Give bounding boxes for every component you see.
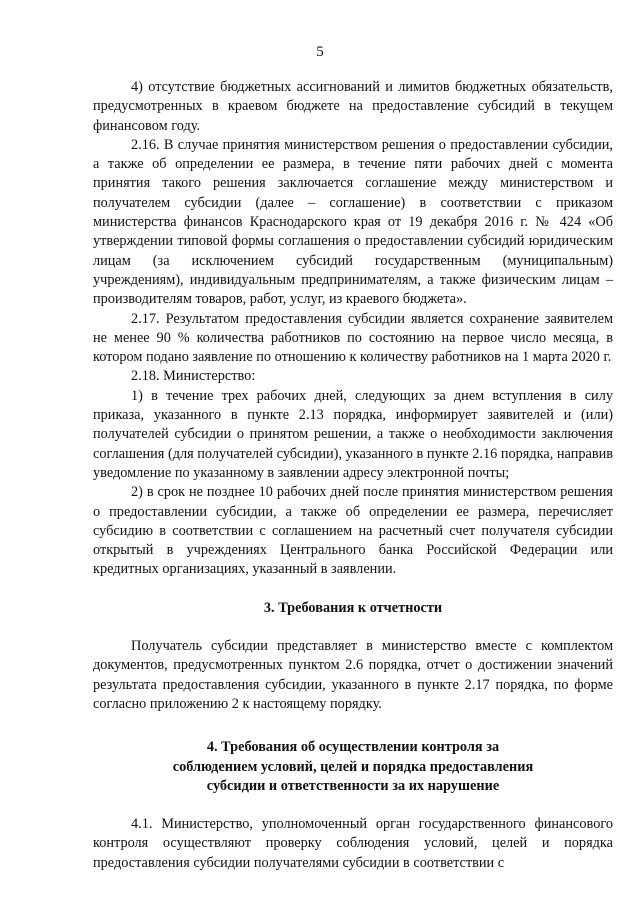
section-4-heading-line2: соблюдением условий, целей и порядка предоставления	[172, 758, 534, 775]
paragraph-2-18-item-1: 1) в течение трех рабочих дней, следующих за днем вступления в силу приказа, указанного в пункте 2.13 порядка, информирует заявителей и (или) получателей субсидии о принятом решении, а также о необходимости заключения соглашения (для получателей субсидии), указанного в пункте 2.16 порядка, направив уведомление по указанному в заявлении адресу электронной почты;	[93, 387, 613, 481]
paragraph-2-16: 2.16. В случае принятия министерством решения о предоставлении субсидии, а также об определении ее размера, в течение пяти рабочих дней с момента принятия такого решения заключается соглашение между министерством и получателем субсидии (далее – соглашение) в соответствии с приказом министерства финансов Краснодарского края от 19 декабря 2016 г. № 424 «Об утверждении типовой формы соглашения о предоставлении субсидий юридическим лицам (за исключением субсидий государственным (муниципальным) учреждениям), индивидуальным предпринимателям, а также физическим лицам – производителям товаров, работ, услуг, из краевого бюджета».	[93, 136, 613, 308]
section-4-heading-line1: 4. Требования об осуществлении контроля за	[206, 739, 500, 756]
paragraph-2-17: 2.17. Результатом предоставления субсидии является сохранение заявителем не менее 90 % количества работников по состоянию на первое число месяца, в котором подано заявление по отношению к количеству работников на 1 марта 2020 г.	[93, 310, 613, 366]
paragraph-2-18-item-2: 2) в срок не позднее 10 рабочих дней после принятия министерством решения о предоставлении субсидии, а также об определении ее размера, перечисляет субсидию в соответствии с соглашением на расчетный счет получателя субсидии открытый в учреждениях Центрального банка Российской Федерации или кредитных организациях, указанный в заявлении.	[93, 484, 613, 578]
document-body	[93, 78, 613, 873]
paragraph-2-18: 2.18. Министерство:	[131, 368, 256, 385]
section-4-1-text: 4.1. Министерство, уполномоченный орган государственного финансового контроля осуществляют проверку соблюдения условий, целей и порядка предоставления субсидии получателями субсидии в соответствии с	[93, 816, 613, 871]
section-4-heading-line3: субсидии и ответственности за их нарушение	[206, 777, 500, 794]
section-3-heading: 3. Требования к отчетности	[263, 599, 443, 616]
paragraph-item-4: 4) отсутствие бюджетных ассигнований и лимитов бюджетных обязательств, предусмотренных в краевом бюджете на предоставление субсидий в текущем финансовом году.	[93, 79, 613, 134]
section-3-text: Получатель субсидии представляет в министерство вместе с комплектом документов, предусмотренных пунктом 2.6 порядка, отчет о достижении значений результата предоставления субсидии, указанного в пункте 2.17 порядка, по форме согласно приложению 2 к настоящему порядку.	[93, 638, 613, 712]
page-number: 5	[316, 44, 324, 60]
